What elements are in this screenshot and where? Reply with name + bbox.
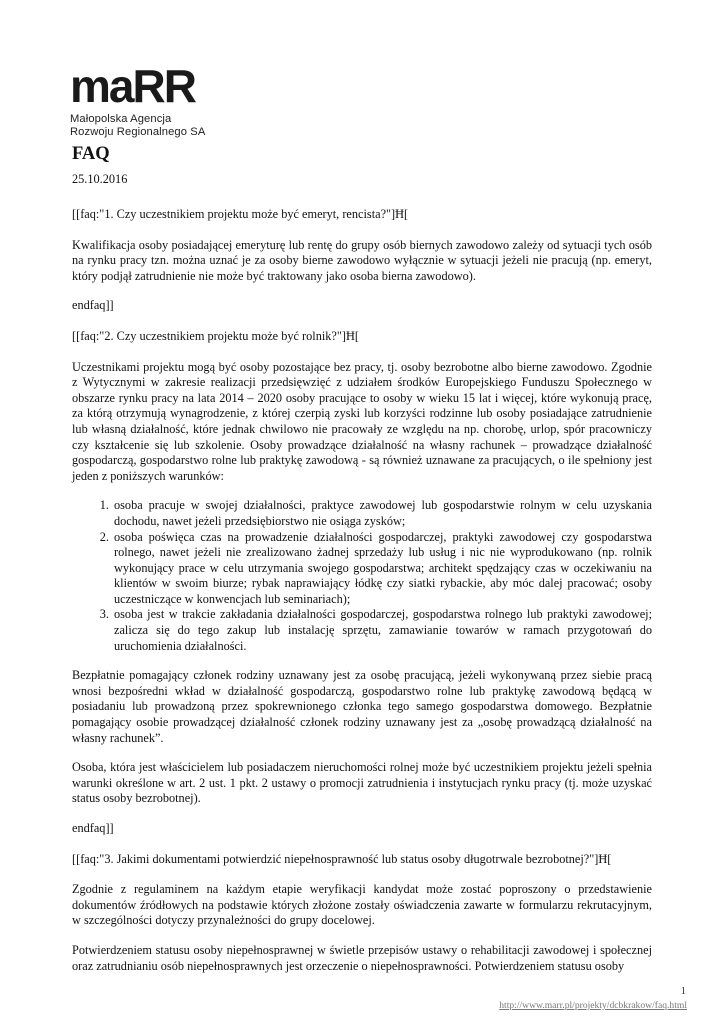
faq2-landowner-paragraph: Osoba, która jest właścicielem lub posiadaczem nieruchomości rolnej może być uczestnikiem projektu jeżeli spełnia warunki określone w art. 2 ust. 1 pkt. 2 ustawy o promocji zatrudnienia i instytucjach rynku pracy (tj. może uzyskać status osoby bezrobotnej).: [72, 760, 652, 806]
footer-url-link[interactable]: http://www.marr.pl/projekty/dcbkrakow/faq.html: [499, 1000, 687, 1011]
logo-org-line1: Małopolska Agencja: [70, 113, 172, 125]
logo-wordmark: maRR: [70, 66, 195, 110]
marr-logo-mark: [70, 66, 202, 110]
faq2-answer-intro: Uczestnikami projektu mogą być osoby pozostające bez pracy, tj. osoby bezrobotne albo bierne zawodowo. Zgodnie z Wytycznymi w zakresie realizacji przedsięwzięć z udziałem środków Europejskiego Funduszu Społecznego w obszarze rynku pracy na lata 2014 – 2020 osoby pracujące to osoby w wieku 15 lat i więcej, które wykonują pracę, za którą otrzymują wynagrodzenie, z której czerpią zyski lub korzyści rodzinne lub osoby posiadające zatrudnienie lub własną działalność, które jednak chwilowo nie pracowały ze względu na np. chorobę, urlop, spór pracowniczy czy kształcenie się lub szkolenie. Osoby prowadzące działalność na własny rachunek – prowadzące działalność gospodarczą, gospodarstwo rolne lub praktykę zawodową - są również uznawane za pracujących, o ile spełniony jest jeden z poniższych warunków:: [72, 359, 652, 483]
faq2-conditions-list: [72, 498, 652, 654]
faq2-open-tag: [[faq:"2. Czy uczestnikiem projektu może być rolnik?"]Ħ[: [72, 328, 359, 343]
document-date: 25.10.2016: [72, 172, 128, 186]
logo-org-name: [70, 113, 210, 139]
faq3-disability-paragraph: Potwierdzeniem statusu osoby niepełnosprawnej w świetle przepisów ustawy o rehabilitacji zawodowej i społecznej oraz zatrudnianiu osób niepełnosprawnych jest orzeczenie o niepełnosprawności. Potwierdzeniem statusu osoby: [72, 942, 652, 973]
list-item: 3. osoba jest w trakcie zakładania działalności gospodarczej, gospodarstwa rolnego lub praktyki zawodowej; zalicza się do tego zakup lub instalację sprzętu, zamawianie towarów w ramach przygotowań do uruchomienia działalności.: [112, 607, 652, 654]
faq3-open-tag: [[faq:"3. Jakimi dokumentami potwierdzić niepełnosprawność lub status osoby długotrwale bezrobotnej?"]Ħ[: [72, 851, 612, 866]
document-body: [72, 144, 652, 988]
faq2-family-member-paragraph: Bezpłatnie pomagający członek rodziny uznawany jest za osobę pracującą, jeżeli wykonywaną przez siebie pracą wnosi bezpośredni wkład w działalność gospodarczą, gospodarstwo rolne lub praktykę zawodową będącą w posiadaniu lub prowadzoną przez spokrewnionego członka tego samego gospodarstwa domowego. Bezpłatnie pomagający osobie prowadzącej działalność członek rodziny uznawany jest za „osobę prowadzącą działalność na własny rachunek”.: [72, 668, 652, 745]
faq3-answer: Zgodnie z regulaminem na każdym etapie weryfikacji kandydat może zostać poproszony o przedstawienie dokumentów źródłowych na podstawie których złożone zostały oświadczenia zawarte w formularzu rekrutacyjnym, w szczególności dotyczy przynależności do grupy docelowej.: [72, 882, 652, 928]
marr-logo: [70, 66, 210, 139]
faq2-close-tag: endfaq]]: [72, 821, 114, 835]
logo-org-line2: Rozwoju Regionalnego SA: [70, 126, 206, 138]
faq1-answer: Kwalifikacja osoby posiadającej emeryturę lub rentę do grupy osób biernych zawodowo zależy od sytuacji tych osób na rynku pracy tzn. można uznać je za osoby bierne zawodowo wyłącznie w sytuacji jeżeli nie pracują (np. emeryt, który podjął zatrudnienie nie może być traktowany jako osoba bierna zawodowo).: [72, 237, 652, 283]
faq1-close-tag: endfaq]]: [72, 298, 114, 313]
list-item: 1. osoba pracuje w swojej działalności, praktyce zawodowej lub gospodarstwie rolnym w celu uzyskania dochodu, nawet jeżeli przedsiębiorstwo nie osiąga zysków;: [112, 498, 652, 529]
list-item: 2. osoba poświęca czas na prowadzenie działalności gospodarczej, praktyki zawodowej czy gospodarstwa rolnego, nawet jeżeli nie zrealizowano żadnej sprzedaży lub usług i nic nie wyprodukowano (np. rolnik wykonujący prace w celu utrzymania swojego gospodarstwa; architekt spędzający czas w oczekiwaniu na klientów w swoim biurze; rybak naprawiający łódkę czy siatki rybackie, aby móc dalej pracować; osoby uczestniczące w konwencjach lub seminariach);: [112, 530, 652, 608]
page-number: 1: [680, 986, 686, 997]
page-title: FAQ: [72, 144, 110, 164]
faq1-open-tag: [[faq:"1. Czy uczestnikiem projektu może być emeryt, rencista?"]Ħ[: [72, 207, 409, 221]
